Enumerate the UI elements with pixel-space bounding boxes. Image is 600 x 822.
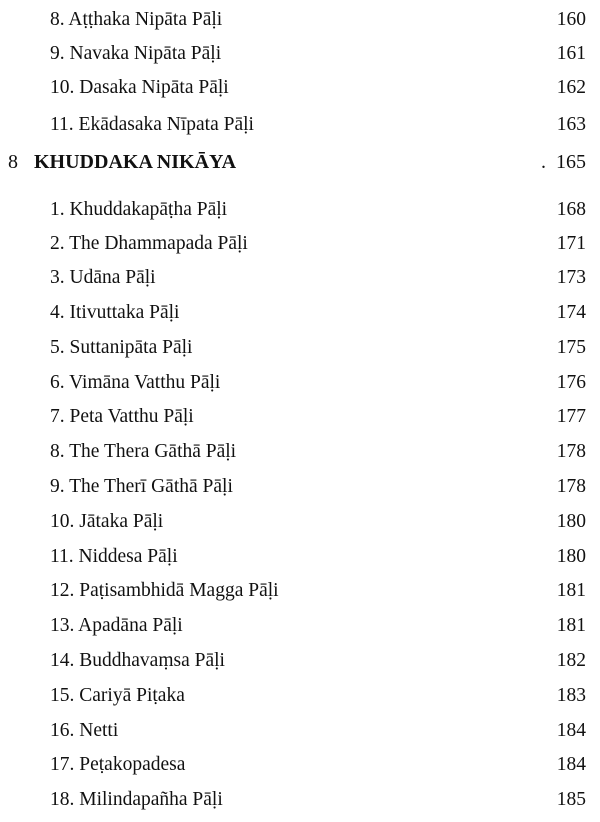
toc-entry — [0, 400, 600, 434]
toc-entry — [0, 714, 600, 748]
toc-entry — [0, 505, 600, 539]
toc-entry-page: 178 — [556, 476, 586, 497]
toc-entry — [0, 574, 600, 608]
toc-entry — [0, 296, 600, 330]
toc-entry — [0, 37, 600, 71]
toc-entry-title: 8. Aṭṭhaka Nipāta Pāḷi — [50, 9, 223, 30]
toc-entry-page: 180 — [556, 546, 586, 567]
toc-entry-page: 171 — [556, 233, 586, 254]
toc-entry-page: 168 — [556, 199, 586, 220]
toc-entry-page: 175 — [556, 337, 586, 358]
toc-entry-title: 12. Paṭisambhidā Magga Pāḷi — [50, 580, 279, 601]
toc-entry — [0, 366, 600, 400]
toc-entry — [0, 748, 600, 782]
toc-entry-title: 2. The Dhammapada Pāḷi — [50, 233, 248, 254]
toc-entry-page: 161 — [556, 43, 586, 64]
toc-entry — [0, 679, 600, 713]
toc-entry-title: 18. Milindapañha Pāḷi — [50, 789, 223, 810]
toc-entry-title: 3. Udāna Pāḷi — [50, 267, 156, 288]
chapter-title: KHUDDAKA NIKĀYA — [34, 151, 237, 173]
toc-entry-title: 11. Niddesa Pāḷi — [50, 546, 178, 567]
toc-entry — [0, 3, 600, 37]
chapter-page: 165 — [556, 151, 586, 173]
toc-entry-title: 17. Peṭakopadesa — [50, 754, 186, 775]
toc-entry — [0, 435, 600, 469]
toc-entry-page: 180 — [556, 511, 586, 532]
toc-entry-page: 183 — [556, 685, 586, 706]
toc-entry-title: 1. Khuddakapāṭha Pāḷi — [50, 199, 228, 220]
toc-entry-title: 6. Vimāna Vatthu Pāḷi — [50, 372, 221, 393]
stray-dot: . — [541, 151, 546, 173]
toc-entry — [0, 331, 600, 365]
toc-entry-page: 163 — [556, 114, 586, 135]
toc-entry-page: 182 — [556, 650, 586, 671]
toc-entry-page: 176 — [556, 372, 586, 393]
toc-entry-page: 173 — [556, 267, 586, 288]
toc-entry-title: 8. The Thera Gāthā Pāḷi — [50, 441, 237, 462]
toc-entry-page: 184 — [556, 754, 586, 775]
toc-entry-title: 15. Cariyā Piṭaka — [50, 685, 185, 706]
toc-entry — [0, 71, 600, 105]
toc-entry — [0, 193, 600, 227]
toc-entry-title: 5. Suttanipāta Pāḷi — [50, 337, 193, 358]
toc-entry-title: 11. Ekādasaka Nīpata Pāḷi — [50, 114, 254, 135]
toc-entry-title: 13. Apadāna Pāḷi — [50, 615, 183, 636]
toc-entry-title: 9. The Therī Gāthā Pāḷi — [50, 476, 233, 497]
chapter-heading — [0, 145, 600, 179]
toc-entry-title: 9. Navaka Nipāta Pāḷi — [50, 43, 222, 64]
toc-entry-title: 16. Netti — [50, 720, 119, 741]
toc-entry-title: 10. Jātaka Pāḷi — [50, 511, 164, 532]
toc-entry — [0, 609, 600, 643]
toc-entry-page: 174 — [556, 302, 586, 323]
toc-entry-page: 162 — [556, 77, 586, 98]
toc-entry-page: 177 — [556, 406, 586, 427]
toc-entry — [0, 227, 600, 261]
chapter-number: 8 — [8, 151, 18, 173]
toc-entry-page: 178 — [556, 441, 586, 462]
toc-entry-title: 7. Peta Vatthu Pāḷi — [50, 406, 194, 427]
toc-entry — [0, 108, 600, 142]
toc-entry — [0, 644, 600, 678]
toc-entry-title: 10. Dasaka Nipāta Pāḷi — [50, 77, 229, 98]
toc-entry — [0, 470, 600, 504]
toc-entry — [0, 540, 600, 574]
toc-entry — [0, 261, 600, 295]
toc-entry — [0, 783, 600, 817]
toc-entry-page: 181 — [556, 580, 586, 601]
toc-entry-page: 181 — [556, 615, 586, 636]
toc-entry-page: 160 — [556, 9, 586, 30]
toc-entry-title: 14. Buddhavaṃsa Pāḷi — [50, 650, 225, 671]
toc-entry-title: 4. Itivuttaka Pāḷi — [50, 302, 180, 323]
toc-entry-page: 185 — [556, 789, 586, 810]
toc-entry-page: 184 — [556, 720, 586, 741]
